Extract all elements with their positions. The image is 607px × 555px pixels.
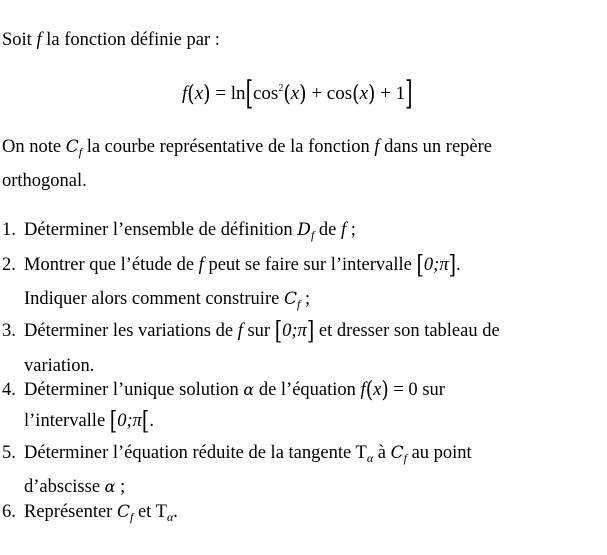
question-text: . bbox=[173, 502, 178, 522]
curve-subscript: f bbox=[130, 510, 134, 524]
curve-symbol: C bbox=[390, 443, 404, 463]
question-text: Représenter bbox=[24, 502, 117, 522]
question-text: l’intervalle bbox=[24, 411, 110, 431]
function-formula: $f(x) = \ln[\cos^2(x) + \cos(x) + 1]$ bbox=[182, 75, 413, 113]
question-text: Indiquer alors comment construire bbox=[24, 289, 284, 309]
question-text: . bbox=[149, 411, 154, 431]
formula-paren-left: ( bbox=[187, 80, 195, 108]
question-text: d’abscisse bbox=[24, 477, 105, 497]
formula-cos: cos bbox=[252, 83, 279, 104]
question-4-line-2: l’intervalle [0;π[. bbox=[24, 406, 154, 436]
interval: 0;π bbox=[282, 321, 307, 341]
question-text: ; bbox=[300, 289, 311, 309]
alpha-symbol: α bbox=[104, 477, 116, 496]
question-text: et dresser son tableau de bbox=[314, 321, 500, 341]
question-1 bbox=[2, 219, 356, 246]
question-text: à bbox=[373, 443, 391, 463]
equation-f: f bbox=[360, 380, 366, 400]
formula-f: f bbox=[182, 83, 188, 104]
question-text: sur bbox=[417, 380, 445, 400]
question-5-line-2 bbox=[24, 476, 125, 498]
note-line-1 bbox=[2, 136, 492, 163]
curve-subscript: f bbox=[403, 451, 407, 465]
intro-line bbox=[2, 29, 220, 51]
curve-symbol: C bbox=[65, 137, 79, 157]
interval: 0;π bbox=[117, 411, 142, 431]
formula-plus-one: + 1 bbox=[375, 83, 406, 104]
intro-prefix: Soit bbox=[2, 30, 37, 50]
formula-x: x bbox=[194, 83, 204, 104]
formula-exponent: 2 bbox=[278, 83, 284, 94]
interval: 0;π bbox=[423, 255, 449, 275]
formula-plus-cos: + cos bbox=[306, 83, 353, 104]
question-text: de bbox=[314, 220, 341, 240]
formula-bracket-right: ] bbox=[405, 75, 413, 113]
question-3-line-2: variation. bbox=[24, 356, 95, 376]
question-text: au point bbox=[406, 443, 472, 463]
question-text: Déterminer les variations de bbox=[24, 321, 238, 341]
domain-subscript: f bbox=[310, 228, 315, 242]
question-text: sur bbox=[242, 321, 275, 341]
question-2-line-2 bbox=[24, 288, 310, 315]
formula-equals-ln: = ln bbox=[210, 83, 246, 104]
formula-bracket-left: [ bbox=[245, 75, 253, 113]
note-function-name: f bbox=[374, 137, 380, 157]
question-text: ; bbox=[115, 477, 126, 497]
tangent-subscript: α bbox=[366, 451, 374, 465]
intro-suffix: la fonction définie par : bbox=[41, 30, 220, 50]
curve-subscript: f bbox=[78, 145, 83, 159]
formula-x3: x bbox=[359, 83, 368, 104]
question-text: peut se faire sur l’intervalle bbox=[203, 255, 417, 275]
question-number: 2. bbox=[2, 255, 16, 275]
question-number: 4. bbox=[2, 380, 16, 400]
question-text: ; bbox=[346, 220, 356, 240]
formula-x2: x bbox=[290, 83, 300, 104]
tangent-subscript: α bbox=[166, 510, 174, 524]
note-text-c: dans un repère bbox=[379, 137, 492, 157]
tangent-symbol: T bbox=[355, 443, 367, 463]
question-text: Montrer que l’étude de bbox=[24, 255, 199, 275]
question-6 bbox=[2, 501, 178, 528]
question-function-name: f bbox=[237, 321, 243, 341]
question-4: 4. Déterminer l’unique solution α de l’équation f(x) = 0 sur bbox=[2, 376, 445, 404]
note-text-a: On note bbox=[2, 137, 66, 157]
curve-symbol: C bbox=[116, 502, 130, 522]
curve-symbol: C bbox=[283, 289, 297, 309]
question-text: Déterminer l’unique solution bbox=[24, 380, 244, 400]
question-3: 3. Déterminer les variations de f sur [0;π] et dresser son tableau de bbox=[2, 316, 500, 346]
note-line-2: orthogonal. bbox=[2, 171, 87, 191]
question-text: Déterminer l’équation réduite de la tangente bbox=[24, 443, 356, 463]
tangent-symbol: T bbox=[155, 502, 167, 522]
question-number: 1. bbox=[2, 220, 16, 240]
equation-rest: = 0 bbox=[388, 380, 418, 400]
question-function-name: f bbox=[341, 220, 347, 240]
alpha-symbol: α bbox=[243, 380, 255, 399]
formula-paren-right: ) bbox=[203, 80, 211, 108]
question-number: 5. bbox=[2, 443, 16, 463]
question-text: . bbox=[456, 255, 461, 275]
question-number: 3. bbox=[2, 321, 16, 341]
question-5 bbox=[2, 442, 472, 469]
question-text: de l’équation bbox=[254, 380, 361, 400]
question-number: 6. bbox=[2, 502, 16, 522]
equation-x: x bbox=[373, 380, 382, 400]
question-function-name: f bbox=[198, 255, 204, 275]
curve-subscript: f bbox=[296, 297, 301, 311]
question-text: Déterminer l’ensemble de définition bbox=[24, 220, 298, 240]
intro-function-name: f bbox=[36, 30, 42, 50]
question-2: 2. Montrer que l’étude de f peut se faire sur l’intervalle [0;π]. bbox=[2, 250, 461, 280]
question-text: et bbox=[133, 502, 156, 522]
note-text-b: la courbe représentative de la fonction bbox=[82, 137, 375, 157]
domain-symbol: D bbox=[297, 220, 311, 240]
